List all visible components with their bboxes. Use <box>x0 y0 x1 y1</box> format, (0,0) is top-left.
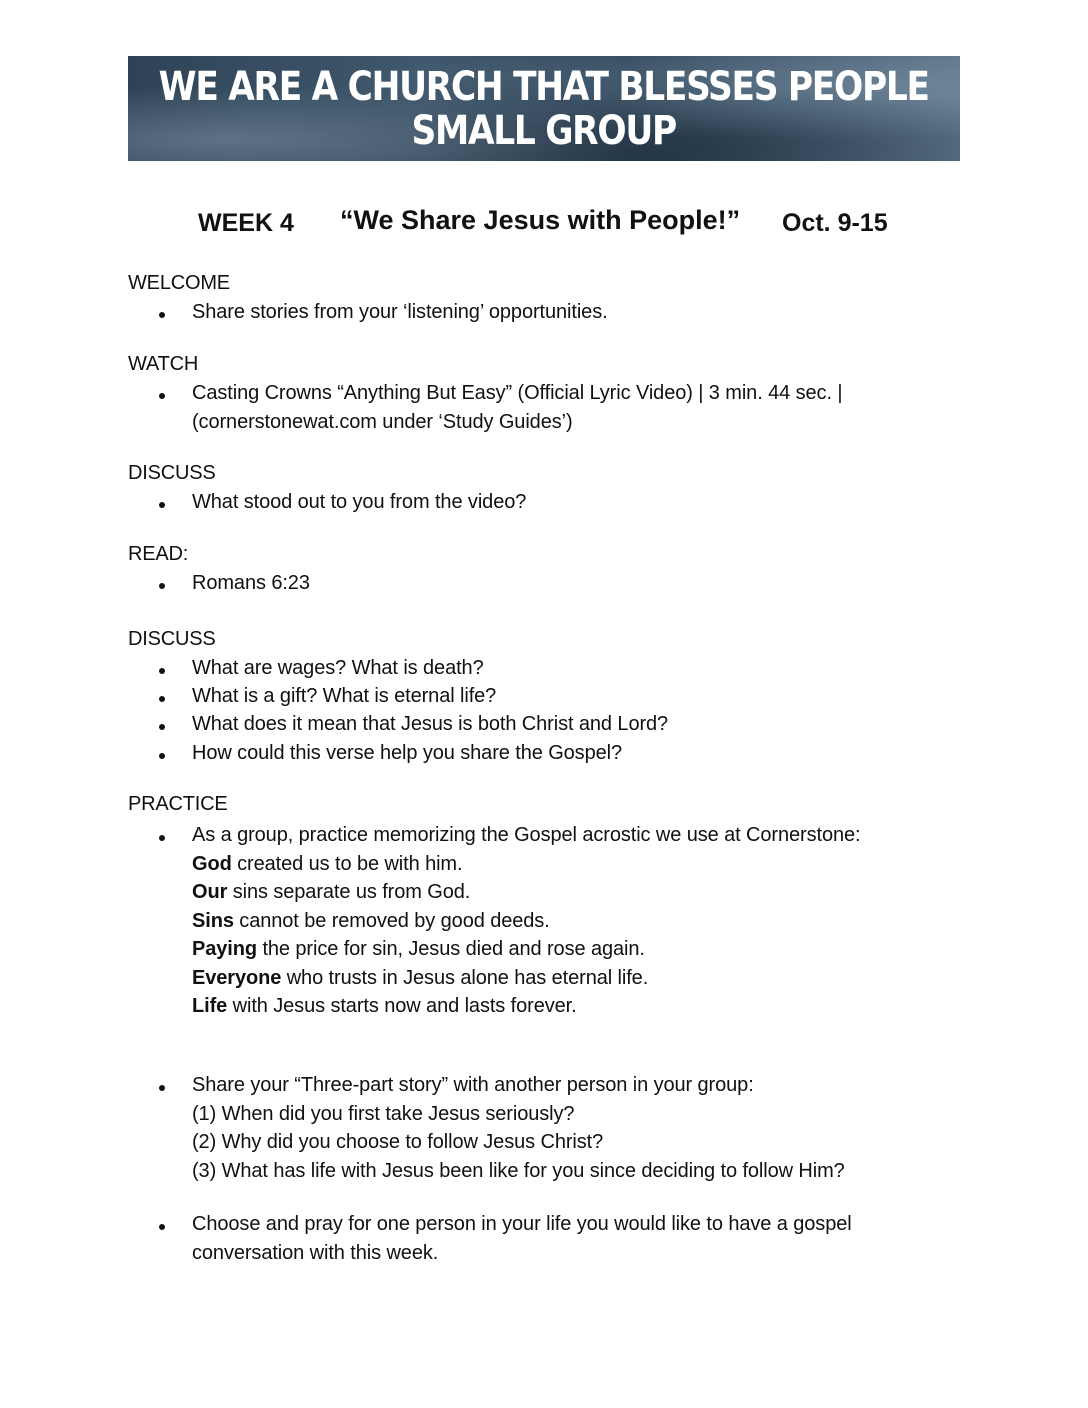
acrostic-block <box>192 821 860 1021</box>
acrostic-intro: As a group, practice memorizing the Gospel acrostic we use at Cornerstone: <box>192 824 861 846</box>
watch-item-line1: Casting Crowns “Anything But Easy” (Official Lyric Video) | 3 min. 44 sec. | <box>192 382 843 404</box>
pray-line2: conversation with this week. <box>192 1241 439 1264</box>
section-welcome-heading: WELCOME <box>128 272 230 294</box>
week-dates: Oct. 9-15 <box>782 209 888 237</box>
section-discuss-heading: DISCUSS <box>128 462 216 484</box>
bullet-icon <box>159 393 165 399</box>
week-heading <box>0 205 1088 245</box>
bullet-icon <box>159 696 165 702</box>
section-discuss-heading: DISCUSS <box>128 628 216 650</box>
pray-item <box>192 1210 852 1267</box>
section-practice-heading: PRACTICE <box>128 793 228 815</box>
bullet-icon <box>159 668 165 674</box>
discuss-item: What stood out to you from the video? <box>192 491 527 513</box>
acrostic-word: Life <box>192 995 228 1017</box>
read-item: Romans 6:23 <box>192 572 310 594</box>
watch-item-line2: (cornerstonewat.com under ‘Study Guides’) <box>192 410 573 433</box>
discuss-item: What are wages? What is death? <box>192 657 484 679</box>
pray-line1: Choose and pray for one person in your life you would like to have a gospel <box>192 1213 852 1235</box>
acrostic-line <box>192 850 860 879</box>
discuss-item: What does it mean that Jesus is both Christ and Lord? <box>192 713 669 735</box>
story-question: (1) When did you first take Jesus seriously? <box>192 1102 575 1125</box>
story-block <box>192 1071 845 1185</box>
discuss-item: How could this verse help you share the Gospel? <box>192 742 622 764</box>
week-title: “We Share Jesus with People!” <box>340 205 741 235</box>
bullet-icon <box>159 753 165 759</box>
acrostic-text: who trusts in Jesus alone has eternal life. <box>281 966 649 989</box>
acrostic-text: cannot be removed by good deeds. <box>233 909 550 932</box>
welcome-item: Share stories from your ‘listening’ opportunities. <box>192 301 608 323</box>
header-banner <box>128 56 960 161</box>
banner-title: WE ARE A CHURCH THAT BLESSES PEOPLE <box>158 63 930 110</box>
acrostic-text: sins separate us from God. <box>227 881 471 903</box>
bullet-icon <box>159 835 165 841</box>
acrostic-word: God <box>192 852 232 875</box>
story-question: (2) Why did you choose to follow Jesus Christ? <box>192 1131 604 1153</box>
story-intro: Share your “Three-part story” with another person in your group: <box>192 1074 754 1096</box>
bullet-icon <box>159 502 165 508</box>
acrostic-line <box>192 964 860 993</box>
bullet-icon <box>159 724 165 730</box>
acrostic-word: Everyone <box>192 966 282 989</box>
acrostic-text: with Jesus starts now and lasts forever. <box>227 995 577 1017</box>
acrostic-text: the price for sin, Jesus died and rose again. <box>256 938 645 960</box>
acrostic-word: Our <box>192 881 228 903</box>
acrostic-line <box>192 992 860 1021</box>
acrostic-text: created us to be with him. <box>231 852 463 875</box>
watch-item <box>192 379 842 436</box>
bullet-icon <box>159 583 165 589</box>
acrostic-line <box>192 935 860 964</box>
bullet-icon <box>159 1085 165 1091</box>
acrostic-line <box>192 878 860 907</box>
story-question: (3) What has life with Jesus been like for you since deciding to follow Him? <box>192 1159 845 1182</box>
banner-subtitle: SMALL GROUP <box>411 107 677 154</box>
bullet-icon <box>159 1224 165 1230</box>
section-watch-heading: WATCH <box>128 353 199 375</box>
acrostic-word: Paying <box>192 938 257 960</box>
bullet-icon <box>159 312 165 318</box>
discuss-item: What is a gift? What is eternal life? <box>192 685 497 707</box>
week-label: WEEK 4 <box>198 209 294 237</box>
acrostic-line <box>192 907 860 936</box>
acrostic-word: Sins <box>192 909 234 932</box>
section-read-heading: READ: <box>128 543 189 565</box>
